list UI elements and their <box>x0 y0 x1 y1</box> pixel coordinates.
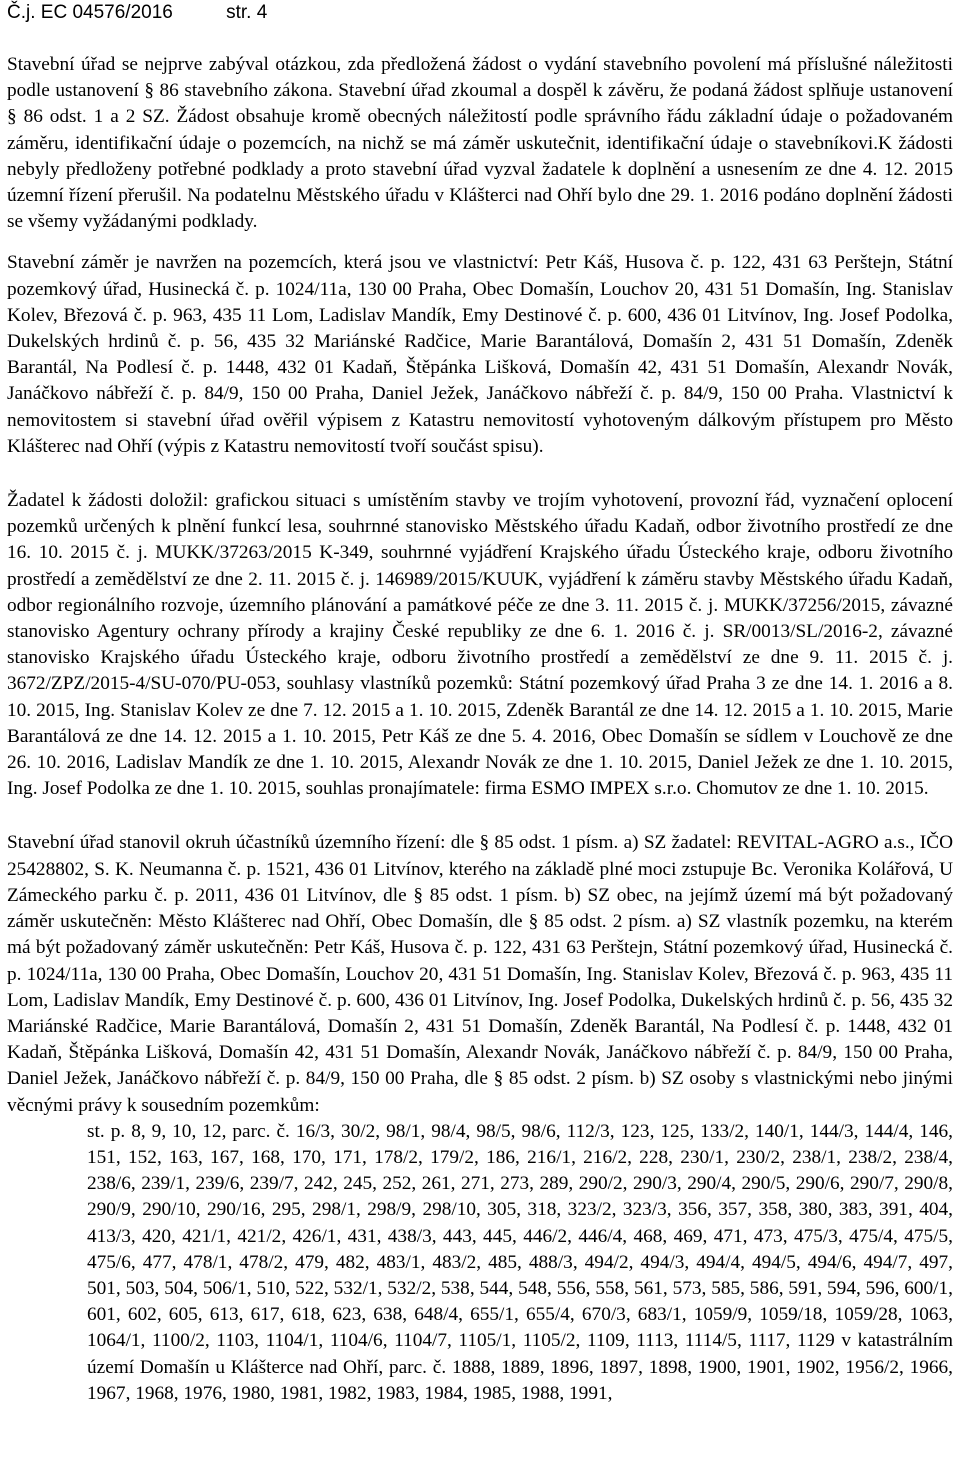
document-page <box>0 2 960 1484</box>
paragraph-land-owners: Stavební záměr je navržen na pozemcích, která jsou ve vlastnictví: Petr Káš, Husova č. p. 122, 431 63 Perštejn, Státní pozemkový úřad, Husinecká č. p. 1024/11a, 130 00 Praha, Obec Domašín, Louchov 20, 431 51 Domašín, Ing. Stanislav Kolev, Březová č. p. 963, 435 11 Lom, Ladislav Mandík, Emy Destinové č. p. 600, 436 01 Litvínov, Ing. Josef Podolka, Dukelských hrdinů č. p. 56, 435 32 Mariánské Radčice, Marie Barantálová, Domašín 2, 431 51 Domašín, Zdeněk Barantál, Na Podlesí č. p. 1448, 432 01 Kadaň, Štěpánka Lišková, Domašín 42, 431 51 Domašín, Alexandr Novák, Janáčkovo nábřeží č. p. 84/9, 150 00 Praha, Daniel Ježek, Janáčkovo nábřeží č. p. 84/9, 150 00 Praha. Vlastnictví k nemovitostem si stavební úřad ověřil výpisem z Katastru nemovitostí vyhotoveným dálkovým přístupem pro Město Klášterec nad Ohří (výpis z Katastru nemovitostí tvoří součást spisu). <box>7 252 953 457</box>
paragraph-parcel-list: st. p. 8, 9, 10, 12, parc. č. 16/3, 30/2, 98/1, 98/4, 98/5, 98/6, 112/3, 123, 125, 133/2, 140/1, 144/3, 144/4, 146, 151, 152, 163, 167, 168, 170, 171, 178/2, 179/2, 186, 216/1, 216/2, 228, 230/1, 230/2, 238/1, 238/2, 238/4, 238/6, 239/1, 239/6, 239/7, 242, 245, 252, 261, 271, 273, 289, 290/2, 290/3, 290/4, 290/5, 290/6, 290/7, 290/8, 290/9, 290/10, 290/16, 295, 298/1, 298/9, 298/10, 305, 318, 323/2, 323/3, 356, 357, 358, 380, 383, 391, 404, 413/3, 420, 421/1, 421/2, 426/1, 431, 438/3, 443, 445, 446/2, 446/4, 468, 469, 471, 473, 475/3, 475/4, 475/5, 475/6, 477, 478/1, 478/2, 479, 482, 483/1, 483/2, 485, 488/3, 494/2, 494/3, 494/4, 494/5, 494/6, 494/7, 497, 501, 503, 504, 506/1, 510, 522, 532/1, 532/2, 538, 544, 548, 556, 558, 561, 573, 585, 586, 591, 594, 596, 600/1, 601, 602, 605, 613, 617, 618, 623, 638, 648/4, 655/1, 655/4, 670/3, 683/1, 1059/9, 1059/18, 1059/28, 1063, 1064/1, 1100/2, 1103, 1104/1, 1104/6, 1104/7, 1105/1, 1105/2, 1109, 1113, 1114/5, 1117, 1129 v katastrálním území Domašín u Klášterce nad Ohří, parc. č. 1888, 1889, 1896, 1897, 1898, 1900, 1901, 1902, 1956/2, 1966, 1967, 1968, 1976, 1980, 1981, 1982, 1983, 1984, 1985, 1988, 1991, <box>87 1120 953 1404</box>
page-number: str. 4 <box>226 2 268 23</box>
paragraph-participants: Stavební úřad stanovil okruh účastníků územního řízení: dle § 85 odst. 1 písm. a) SZ žadatel: REVITAL-AGRO a.s., IČO 25428802, S. K. Neumanna č. p. 1521, 436 01 Litvínov, kterého na základě plné moci zstupuje Bc. Veronika Kolářová, U Zámeckého parku č. p. 2011, 436 01 Litvínov, dle § 85 odst. 1 písm. b) SZ obec, na jejímž území má být požadovaný záměr uskutečněn: Město Klášterec nad Ohří, Obec Domašín, dle § 85 odst. 2 písm. a) SZ vlastník pozemku, na kterém má být požadovaný záměr uskutečněn: Petr Káš, Husova č. p. 122, 431 63 Perštejn, Státní pozemkový úřad, Husinecká č. p. 1024/11a, 130 00 Praha, Obec Domašín, Louchov 20, 431 51 Domašín, Ing. Stanislav Kolev, Březová č. p. 963, 435 11 Lom, Ladislav Mandík, Emy Destinové č. p. 600, 436 01 Litvínov, Ing. Josef Podolka, Dukelských hrdinů č. p. 56, 435 32 Mariánské Radčice, Marie Barantálová, Domašín 2, 431 51 Domašín, Zdeněk Barantál, Na Podlesí č. p. 1448, 432 01 Kadaň, Štěpánka Lišková, Domašín 42, 431 51 Domašín, Alexandr Novák, Janáčkovo nábřeží č. p. 84/9, 150 00 Praha, Daniel Ježek, Janáčkovo nábřeží č. p. 84/9, 150 00 Praha, dle § 85 odst. 2 písm. b) SZ osoby s vlastnickými nebo jinými věcnými právy k sousedním pozemkům: <box>7 832 953 1116</box>
reference-number: Č.j. EC 04576/2016 <box>7 2 173 23</box>
document-body <box>7 52 953 1407</box>
paragraph-application-review: Stavební úřad se nejprve zabýval otázkou, zda předložená žádost o vydání stavebního povolení má příslušné náležitosti podle ustanovení § 86 stavebního zákona. Stavební úřad zkoumal a dospěl k závěru, že podaná žádost splňuje ustanovení § 86 odst. 1 a 2 SZ. Žádost obsahuje kromě obecných náležitostí podle správního řádu základní údaje o požadovaném záměru, identifikační údaje o pozemcích, na nichž se má záměr uskutečnit, identifikační údaje o stavebníkovi.K žádosti nebyly předloženy potřebné podklady a proto stavební úřad vyzval žadatele k doplnění a usnesením ze dne 4. 12. 2015 územní řízení přerušil. Na podatelnu Městského úřadu v Klášterci nad Ohří bylo dne 29. 1. 2016 podáno doplnění žádosti se všemy vyžádanými podklady. <box>7 54 953 233</box>
paragraph-submitted-documents: Žadatel k žádosti doložil: grafickou situaci s umístěním stavby ve trojím vyhotovení, provozní řád, vyznačení oplocení pozemků určených k plnění funkcí lesa, souhrnné stanovisko Městského úřadu Kadaň, odbor životního prostředí ze dne 16. 10. 2015 č. j. MUKK/37263/2015 K-349, souhrnné vyjádření Krajského úřadu Ústeckého kraje, odboru životního prostředí a zemědělství ze dne 2. 11. 2015 č. j. 146989/2015/KUUK, vyjádření k záměru stavby Městského úřadu Kadaň, odbor regionálního rozvoje, územního plánování a památkové péče ze dne 3. 11. 2015 č. j. MUKK/37256/2015, závazné stanovisko Agentury ochrany přírody a krajiny České republiky ze dne 6. 1. 2016 č. j. SR/0013/SL/2016-2, závazné stanovisko Krajského úřadu Ústeckého kraje, odboru životního prostředí a zemědělství ze dne 9. 11. 2015 č. j. 3672/ZPZ/2015-4/SU-070/PU-053, souhlasy vlastníků pozemků: Státní pozemkový úřad Praha 3 ze dne 14. 1. 2016 a 8. 10. 2015, Ing. Stanislav Kolev ze dne 7. 12. 2015 a 1. 10. 2015, Zdeněk Barantál ze dne 14. 12. 2015 a 1. 10. 2015, Marie Barantálová ze dne 14. 12. 2015 a 1. 10. 2015, Petr Káš ze dne 5. 4. 2016, Obec Domašín se sídlem v Louchově ze dne 26. 10. 2016, Ladislav Mandík ze dne 1. 10. 2015, Alexandr Novák ze dne 1. 10. 2015, Daniel Ježek ze dne 1. 10. 2015, Ing. Josef Podolka ze dne 1. 10. 2015, souhlas pronajímatele: firma ESMO IMPEX s.r.o. Chomutov ze dne 1. 10. 2015. <box>7 490 953 800</box>
page-header <box>7 2 960 24</box>
